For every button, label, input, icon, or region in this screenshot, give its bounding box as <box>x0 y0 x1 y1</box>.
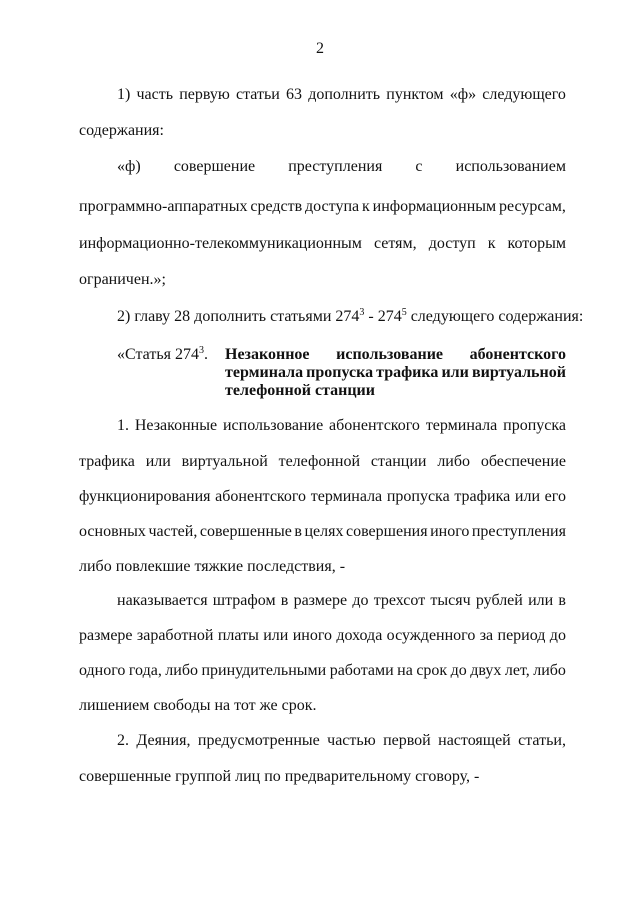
word: функционирования <box>79 488 211 505</box>
item2-line <box>117 307 584 327</box>
word: терминала <box>425 417 498 434</box>
article-title-line2 <box>225 364 566 382</box>
para1-line1 <box>117 416 566 436</box>
word: 1) <box>117 86 131 103</box>
word: использованием <box>455 158 566 175</box>
word: виртуальной <box>181 453 268 470</box>
word: пропуска <box>306 364 374 381</box>
word: 1. <box>117 417 129 434</box>
word: до <box>352 592 369 609</box>
word: трафика <box>454 488 511 505</box>
word: его <box>544 488 566 505</box>
word: сетям, <box>373 235 417 252</box>
word: или <box>145 453 171 470</box>
quote-f-line3 <box>79 234 566 254</box>
word: абонентского <box>329 417 420 434</box>
word: дополнить <box>308 86 381 103</box>
word: обеспечение <box>480 453 566 470</box>
word: настоящей <box>438 732 511 749</box>
punishment-line4: лишением свободы на тот же срок. <box>79 697 317 714</box>
word: частей, <box>148 523 198 540</box>
word: до <box>450 662 467 679</box>
word: программно-аппаратных <box>79 198 248 215</box>
word: использование <box>222 417 324 434</box>
word: или <box>528 592 554 609</box>
word: наказывается <box>117 592 208 609</box>
word: часть <box>136 86 174 103</box>
word: станции <box>370 453 427 470</box>
word: 2. <box>117 732 129 749</box>
item2-sup1: 3 <box>359 307 365 318</box>
item2-text-pre: 2) главу 28 дополнить статьями 274 <box>117 308 360 325</box>
word: в <box>294 523 302 540</box>
punishment-line3 <box>79 661 566 681</box>
word: совершения <box>345 523 428 540</box>
word: трафика <box>376 364 439 381</box>
word: за <box>479 627 494 644</box>
word: платы <box>217 627 259 644</box>
word: работами <box>329 662 394 679</box>
word: информационным <box>372 198 497 215</box>
word: ресурсам, <box>499 198 566 215</box>
word: первую <box>179 86 230 103</box>
word: доступ <box>428 235 476 252</box>
word: осужденного <box>386 627 476 644</box>
word: пропуска <box>386 488 450 505</box>
word: или <box>514 488 540 505</box>
para1-line4 <box>79 522 566 542</box>
word: следующего <box>482 86 566 103</box>
word: предусмотренные <box>197 732 320 749</box>
para1-line2 <box>79 452 566 472</box>
word: совершенные <box>199 523 292 540</box>
word: Незаконные <box>134 417 218 434</box>
word: абонентского <box>469 346 566 363</box>
word: лет, <box>504 662 530 679</box>
word: иного <box>292 627 332 644</box>
word: основных <box>79 523 146 540</box>
word: заработной <box>136 627 214 644</box>
word: дохода <box>336 627 383 644</box>
word: иного <box>430 523 470 540</box>
word: или <box>441 364 469 381</box>
word: информационно-телекоммуникационным <box>79 235 362 252</box>
word: до <box>549 627 566 644</box>
word: пунктом <box>386 86 444 103</box>
word: либо <box>533 662 566 679</box>
word: года, <box>128 662 162 679</box>
word: к <box>487 235 496 252</box>
word: либо <box>437 453 470 470</box>
word: пропуска <box>503 417 566 434</box>
article-title-line1 <box>225 346 566 364</box>
article-label <box>117 346 208 364</box>
word: статьи, <box>518 732 566 749</box>
item1-line2: содержания: <box>79 122 164 139</box>
word: к <box>361 198 370 215</box>
page-number: 2 <box>316 40 324 57</box>
item2-sup2: 5 <box>401 307 407 318</box>
word: целях <box>304 523 344 540</box>
word: совершение <box>173 158 256 175</box>
quote-f-line1 <box>117 157 566 177</box>
word: терминала <box>310 488 383 505</box>
word: одного <box>79 662 126 679</box>
word: Незаконное <box>225 346 310 363</box>
word: Деяния, <box>136 732 191 749</box>
word: размере <box>293 592 348 609</box>
word: трехсот <box>373 592 426 609</box>
word: штрафом <box>212 592 276 609</box>
word: первой <box>383 732 431 749</box>
word: статьи <box>236 86 280 103</box>
word: размере <box>79 627 133 644</box>
word: преступления <box>288 158 383 175</box>
word: «ф) <box>117 158 141 175</box>
word: преступления <box>471 523 566 540</box>
word: принудительными <box>201 662 327 679</box>
quote-f-line2 <box>79 197 566 217</box>
word: с <box>415 158 423 175</box>
article-title-line3: телефонной станции <box>225 382 375 399</box>
para2-line1 <box>117 731 566 751</box>
word: доступа <box>305 198 360 215</box>
punishment-line1 <box>117 591 566 611</box>
word: тысяч <box>430 592 471 609</box>
para1-line3 <box>79 487 566 507</box>
word: терминала <box>225 364 304 381</box>
word: рублей <box>475 592 523 609</box>
article-label-pre: «Статья 274 <box>117 346 199 363</box>
word: в <box>558 592 566 609</box>
word: частью <box>327 732 376 749</box>
word: либо <box>165 662 198 679</box>
quote-f-line4: ограничен.»; <box>79 271 166 288</box>
article-label-post: . <box>203 346 208 363</box>
item1-line1 <box>117 85 566 105</box>
word: на <box>397 662 413 679</box>
word: использование <box>336 346 444 363</box>
word: срок <box>416 662 448 679</box>
item2-text-mid: - 274 <box>364 308 402 325</box>
word: виртуальной <box>471 364 566 381</box>
word: которым <box>507 235 566 252</box>
word: абонентского <box>215 488 307 505</box>
word: 63 <box>286 86 303 103</box>
para2-line2: совершенные группой лиц по предварительному сговору, - <box>79 768 480 785</box>
word: телефонной <box>278 453 361 470</box>
word: двух <box>470 662 502 679</box>
word: период <box>497 627 546 644</box>
punishment-line2 <box>79 626 566 646</box>
word: или <box>263 627 289 644</box>
article-title <box>225 346 566 400</box>
item2-text-post: следующего содержания: <box>406 308 584 325</box>
word: средств <box>250 198 303 215</box>
word: трафика <box>79 453 135 470</box>
article-label-sup: 3 <box>198 345 204 356</box>
para1-line5: либо повлекшие тяжкие последствия, - <box>79 558 346 575</box>
word: в <box>280 592 289 609</box>
word: «ф» <box>449 86 477 103</box>
